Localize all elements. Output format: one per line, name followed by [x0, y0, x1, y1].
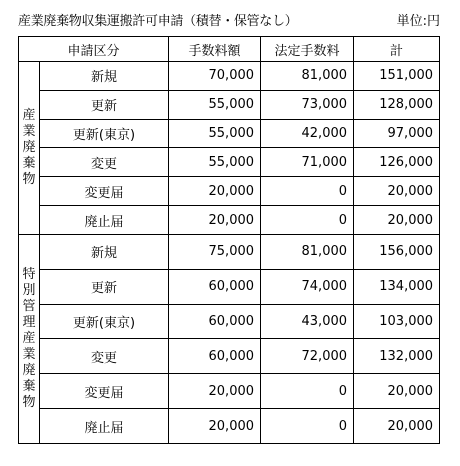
application-type-cell: 更新(東京) — [40, 119, 169, 148]
legal-fee-cell: 81,000 — [261, 234, 354, 269]
legal-fee-cell: 81,000 — [261, 62, 354, 91]
fee-cell: 75,000 — [169, 234, 261, 269]
application-type-cell: 変更 — [40, 339, 169, 374]
table-row — [19, 62, 440, 91]
total-cell: 20,000 — [354, 374, 440, 409]
total-cell: 126,000 — [354, 148, 440, 177]
application-type-cell: 新規 — [40, 234, 169, 269]
legal-fee-cell: 74,000 — [261, 269, 354, 304]
header-row — [19, 37, 440, 62]
legal-fee-cell: 43,000 — [261, 304, 354, 339]
legal-fee-cell: 0 — [261, 409, 354, 444]
application-type-cell: 廃止届 — [40, 409, 169, 444]
application-type-cell: 更新 — [40, 269, 169, 304]
total-cell: 20,000 — [354, 206, 440, 235]
fee-cell: 55,000 — [169, 119, 261, 148]
total-cell: 97,000 — [354, 119, 440, 148]
legal-fee-cell: 72,000 — [261, 339, 354, 374]
category-cell — [19, 234, 40, 443]
column-header-legal-fee: 法定手数料 — [261, 37, 354, 62]
fee-cell: 70,000 — [169, 62, 261, 91]
table-row — [19, 90, 440, 119]
table-body — [19, 62, 440, 444]
fee-cell: 20,000 — [169, 206, 261, 235]
fee-cell: 20,000 — [169, 409, 261, 444]
table-row — [19, 234, 440, 269]
fee-cell: 55,000 — [169, 148, 261, 177]
total-cell: 128,000 — [354, 90, 440, 119]
application-type-cell: 更新(東京) — [40, 304, 169, 339]
total-cell: 156,000 — [354, 234, 440, 269]
column-header-total: 計 — [354, 37, 440, 62]
total-cell: 151,000 — [354, 62, 440, 91]
fee-cell: 60,000 — [169, 304, 261, 339]
application-type-cell: 更新 — [40, 90, 169, 119]
document-header — [18, 6, 440, 28]
unit-label: 単位:円 — [396, 14, 440, 29]
category-label: 特別管理産業廃棄物 — [22, 266, 36, 410]
column-header-application-type: 申請区分 — [19, 37, 169, 62]
total-cell: 132,000 — [354, 339, 440, 374]
total-cell: 20,000 — [354, 409, 440, 444]
fee-cell: 20,000 — [169, 374, 261, 409]
fee-cell: 55,000 — [169, 90, 261, 119]
application-type-cell: 変更 — [40, 148, 169, 177]
application-type-cell: 廃止届 — [40, 206, 169, 235]
legal-fee-cell: 73,000 — [261, 90, 354, 119]
column-header-fee: 手数料額 — [169, 37, 261, 62]
fee-cell: 20,000 — [169, 177, 261, 206]
table-row — [19, 206, 440, 235]
fee-cell: 60,000 — [169, 269, 261, 304]
legal-fee-cell: 0 — [261, 206, 354, 235]
legal-fee-cell: 42,000 — [261, 119, 354, 148]
fee-table — [18, 36, 440, 444]
legal-fee-cell: 0 — [261, 177, 354, 206]
total-cell: 103,000 — [354, 304, 440, 339]
table-row — [19, 339, 440, 374]
page-title: 産業廃棄物収集運搬許可申請（積替・保管なし） — [18, 14, 298, 29]
table-row — [19, 177, 440, 206]
table-row — [19, 304, 440, 339]
table-row — [19, 148, 440, 177]
fee-cell: 60,000 — [169, 339, 261, 374]
category-cell — [19, 62, 40, 235]
application-type-cell: 変更届 — [40, 177, 169, 206]
application-type-cell: 新規 — [40, 62, 169, 91]
table-row — [19, 119, 440, 148]
legal-fee-cell: 71,000 — [261, 148, 354, 177]
table-row — [19, 269, 440, 304]
category-label: 産業廃棄物 — [22, 107, 36, 187]
application-type-cell: 変更届 — [40, 374, 169, 409]
total-cell: 134,000 — [354, 269, 440, 304]
table-row — [19, 409, 440, 444]
table-row — [19, 374, 440, 409]
total-cell: 20,000 — [354, 177, 440, 206]
legal-fee-cell: 0 — [261, 374, 354, 409]
